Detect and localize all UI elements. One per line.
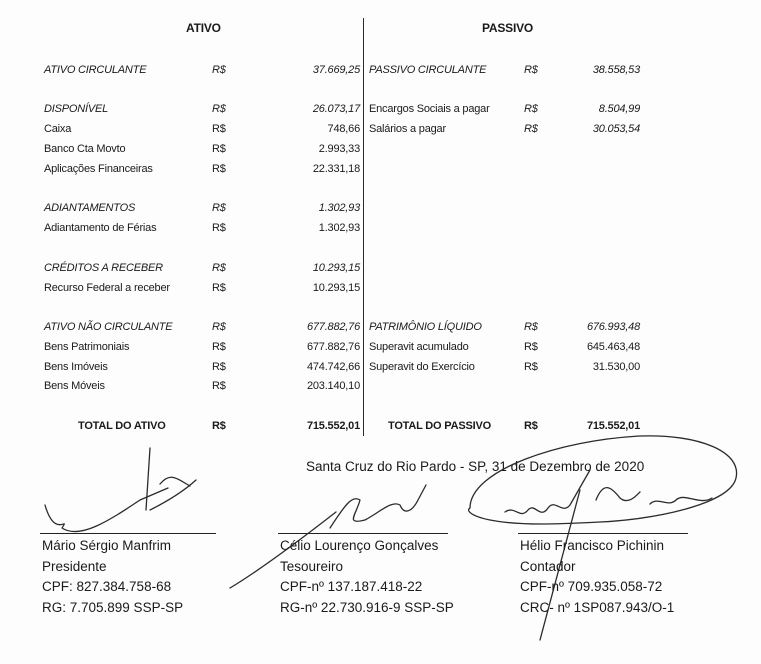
ativo-row-value: 22.331,18 xyxy=(312,163,360,175)
currency-label: R$ xyxy=(212,123,226,135)
currency-label: R$ xyxy=(212,380,226,392)
ativo-row-value: 1.302,93 xyxy=(318,202,360,214)
currency-label: R$ xyxy=(212,420,226,432)
ativo-row-label: Caixa xyxy=(44,123,72,135)
currency-label: R$ xyxy=(524,123,538,135)
ativo-row-label: Bens Móveis xyxy=(44,380,105,392)
ativo-row-label: Aplicações Financeiras xyxy=(44,163,153,175)
ativo-row-value: 203.140,10 xyxy=(306,380,360,392)
ativo-header: ATIVO xyxy=(186,21,221,35)
signatory-treasurer xyxy=(280,536,454,618)
signature-line xyxy=(518,533,688,534)
currency-label: R$ xyxy=(524,321,538,333)
currency-label: R$ xyxy=(212,103,226,115)
column-divider xyxy=(363,18,364,436)
passivo-row-value: 38.558,53 xyxy=(592,64,640,76)
signatory-rg: RG: 7.705.899 SSP-SP xyxy=(42,599,184,615)
ativo-row-label: CRÉDITOS A RECEBER xyxy=(44,262,163,274)
currency-label: R$ xyxy=(212,202,226,214)
signatory-name: Célio Lourenço Gonçalves xyxy=(280,538,439,553)
ativo-row-label: Recurso Federal a receber xyxy=(44,282,170,294)
ativo-row-label: DISPONÍVEL xyxy=(44,103,109,115)
signatory-name: Mário Sérgio Manfrim xyxy=(42,538,172,553)
passivo-row-label: Superavit do Exercício xyxy=(369,361,475,373)
ativo-row-value: 677.882,76 xyxy=(306,321,360,333)
signatory-cpf: CPF-nº 137.187.418-22 xyxy=(280,579,423,594)
currency-label: R$ xyxy=(212,163,226,175)
ativo-row-value: 10.293,15 xyxy=(312,262,360,274)
currency-label: R$ xyxy=(212,64,226,76)
signature-line xyxy=(278,533,448,534)
ativo-row-value: 748,66 xyxy=(327,123,360,135)
ativo-row-label: ATIVO CIRCULANTE xyxy=(44,64,147,76)
ativo-row-value: 677.882,76 xyxy=(306,341,360,353)
ativo-row-value: 1.302,93 xyxy=(318,222,360,234)
currency-label: R$ xyxy=(212,282,226,294)
ativo-row-value: 2.993,33 xyxy=(318,143,360,155)
signatory-cpf: CPF: 827.384.758-68 xyxy=(42,579,172,594)
ativo-row-value: 474.742,66 xyxy=(306,361,360,373)
signatory-president xyxy=(42,536,183,618)
place-date: Santa Cruz do Rio Pardo - SP, 31 de Dezembro de 2020 xyxy=(306,459,645,474)
passivo-row-value: 8.504,99 xyxy=(598,103,640,115)
signatory-rg: RG-nº 22.730.916-9 SSP-SP xyxy=(280,599,454,615)
signatory-name: Hélio Francisco Pichinin xyxy=(520,538,665,553)
passivo-row-value: 30.053,54 xyxy=(592,123,640,135)
currency-label: R$ xyxy=(212,262,226,274)
currency-label: R$ xyxy=(212,321,226,333)
passivo-row-value: 676.993,48 xyxy=(586,321,640,333)
currency-label: R$ xyxy=(524,341,538,353)
signatory-cpf: CPF-nº 709.935.058-72 xyxy=(520,579,663,594)
ativo-row-value: 10.293,15 xyxy=(312,282,360,294)
signatory-role: Contador xyxy=(520,558,576,574)
ativo-row-label: Banco Cta Movto xyxy=(44,143,126,155)
passivo-row-label: PATRIMÔNIO LÍQUIDO xyxy=(369,321,482,333)
passivo-row-label: PASSIVO CIRCULANTE xyxy=(369,64,487,76)
signature-line xyxy=(40,533,216,534)
signatory-role: Presidente xyxy=(42,558,107,574)
total-ativo-value: 715.552,01 xyxy=(306,420,360,432)
ativo-row-label: ATIVO NÃO CIRCULANTE xyxy=(44,321,173,333)
passivo-row-label: Salários a pagar xyxy=(369,123,446,135)
signatory-accountant xyxy=(520,536,674,618)
total-passivo-value: 715.552,01 xyxy=(586,420,640,432)
total-passivo-label: TOTAL DO PASSIVO xyxy=(388,420,491,432)
currency-label: R$ xyxy=(524,420,538,432)
passivo-row-value: 645.463,48 xyxy=(586,341,640,353)
currency-label: R$ xyxy=(524,64,538,76)
ativo-row-label: Bens Imóveis xyxy=(44,361,108,373)
ativo-row-label: ADIANTAMENTOS xyxy=(44,202,136,214)
currency-label: R$ xyxy=(524,103,538,115)
signature-president xyxy=(45,448,196,532)
passivo-row-label: Superavit acumulado xyxy=(369,341,469,353)
ativo-row-value: 37.669,25 xyxy=(312,64,360,76)
passivo-row-value: 31.530,00 xyxy=(592,361,640,373)
currency-label: R$ xyxy=(212,361,226,373)
currency-label: R$ xyxy=(212,222,226,234)
currency-label: R$ xyxy=(212,341,226,353)
signatory-role: Tesoureiro xyxy=(280,558,344,574)
signatory-crc: CRC- nº 1SP087.943/O-1 xyxy=(520,599,675,615)
passivo-row-label: Encargos Sociais a pagar xyxy=(369,103,490,115)
currency-label: R$ xyxy=(524,361,538,373)
passivo-header: PASSIVO xyxy=(482,21,534,35)
ativo-row-label: Adiantamento de Férias xyxy=(44,222,157,234)
ativo-row-label: Bens Patrimoniais xyxy=(44,341,130,353)
total-ativo-label: TOTAL DO ATIVO xyxy=(78,420,166,432)
ativo-row-value: 26.073,17 xyxy=(312,103,360,115)
currency-label: R$ xyxy=(212,143,226,155)
signature-accountant xyxy=(469,436,737,524)
